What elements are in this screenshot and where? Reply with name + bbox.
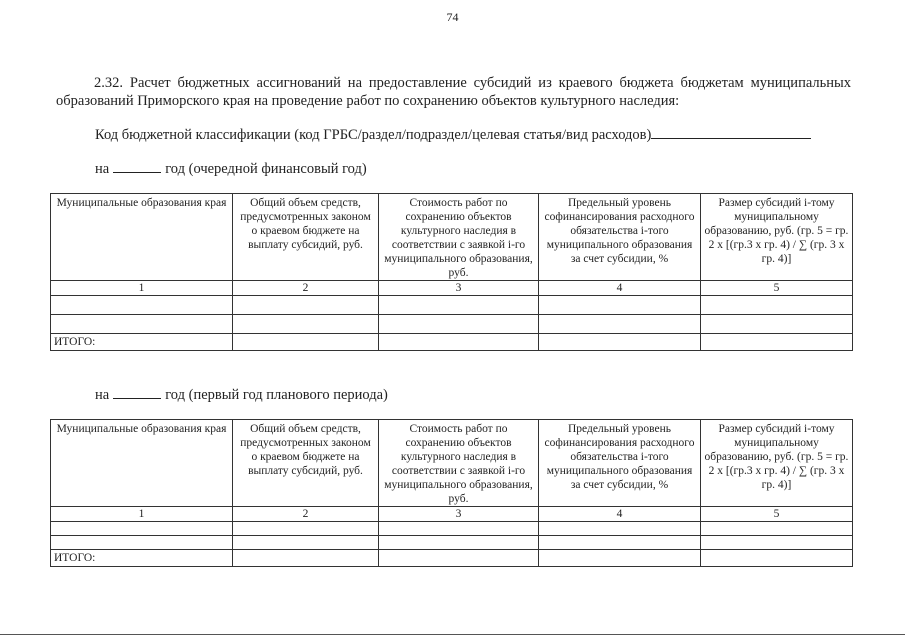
table-cell[interactable] <box>379 315 539 334</box>
year-suffix: год (очередной финансовый год) <box>165 161 367 177</box>
subsidy-table-2 <box>50 419 853 567</box>
section-heading <box>56 74 851 110</box>
total-cell[interactable] <box>233 550 379 567</box>
table-row <box>51 296 853 315</box>
col-header-cofinancing-level: Предельный уровень софинансирования расходного обязательства i-того муниципального образования за счет субсидии, % <box>539 420 701 507</box>
year-suffix: год (первый год планового периода) <box>165 387 388 403</box>
year-blank-field[interactable] <box>113 385 161 399</box>
table-cell[interactable] <box>701 522 853 536</box>
total-cell[interactable] <box>701 334 853 351</box>
col-number: 3 <box>379 281 539 296</box>
col-header-municipality: Муниципальные образования края <box>51 420 233 507</box>
total-cell[interactable] <box>233 334 379 351</box>
col-header-subsidy-amount: Размер субсидий i-тому муниципальному образованию, руб. (гр. 5 = гр. 2 x [(гр.3 x гр. 4) / ∑ (гр. 3 x гр. 4)] <box>701 194 853 281</box>
total-label: ИТОГО: <box>51 550 233 567</box>
col-header-municipality: Муниципальные образования края <box>51 194 233 281</box>
year-blank-field[interactable] <box>113 159 161 173</box>
col-number: 4 <box>539 281 701 296</box>
table-cell[interactable] <box>379 536 539 550</box>
section-title: Расчет бюджетных ассигнований на предоставление субсидий из краевого бюджета бюджетам муниципальных образований Приморского края на проведение работ по сохранению объектов культурного наследия: <box>56 75 851 109</box>
year-prefix: на <box>95 387 110 403</box>
table-row <box>51 315 853 334</box>
table-cell[interactable] <box>233 296 379 315</box>
kbk-label: Код бюджетной классификации (код ГРБС/раздел/подраздел/целевая статья/вид расходов) <box>95 127 652 143</box>
bottom-rule <box>0 634 905 635</box>
col-number: 3 <box>379 507 539 522</box>
table-cell[interactable] <box>539 296 701 315</box>
table-cell[interactable] <box>51 536 233 550</box>
table-cell[interactable] <box>51 315 233 334</box>
table-cell[interactable] <box>701 296 853 315</box>
col-header-work-cost: Стоимость работ по сохранению объектов культурного наследия в соответствии с заявкой i-го муниципального образования, руб. <box>379 194 539 281</box>
total-cell[interactable] <box>701 550 853 567</box>
col-header-subsidy-amount: Размер субсидий i-тому муниципальному образованию, руб. (гр. 5 = гр. 2 x [(гр.3 x гр. 4) / ∑ (гр. 3 x гр. 4)] <box>701 420 853 507</box>
col-number: 2 <box>233 281 379 296</box>
table-row <box>51 536 853 550</box>
table-cell[interactable] <box>51 522 233 536</box>
page-number: 74 <box>446 10 459 24</box>
table-cell[interactable] <box>233 522 379 536</box>
kbk-line <box>95 124 855 144</box>
col-number: 4 <box>539 507 701 522</box>
column-number-row <box>51 507 853 522</box>
subsidy-table-1 <box>50 193 853 351</box>
col-number: 5 <box>701 507 853 522</box>
total-row <box>51 334 853 351</box>
year-line-1 <box>95 159 367 178</box>
col-number: 5 <box>701 281 853 296</box>
table-row <box>51 522 853 536</box>
col-number: 1 <box>51 507 233 522</box>
header-row <box>51 420 853 507</box>
section-number: 2.32. <box>94 75 123 91</box>
table-cell[interactable] <box>233 536 379 550</box>
total-cell[interactable] <box>379 334 539 351</box>
total-cell[interactable] <box>539 334 701 351</box>
col-header-work-cost: Стоимость работ по сохранению объектов культурного наследия в соответствии с заявкой i-го муниципального образования, руб. <box>379 420 539 507</box>
table-cell[interactable] <box>539 536 701 550</box>
col-header-total-funds: Общий объем средств, предусмотренных законом о краевом бюджете на выплату субсидий, руб. <box>233 420 379 507</box>
total-label: ИТОГО: <box>51 334 233 351</box>
table-cell[interactable] <box>539 315 701 334</box>
table-cell[interactable] <box>51 296 233 315</box>
table-cell[interactable] <box>233 315 379 334</box>
col-header-cofinancing-level: Предельный уровень софинансирования расходного обязательства i-того муниципального образования за счет субсидии, % <box>539 194 701 281</box>
kbk-blank-field[interactable] <box>651 124 811 139</box>
table-cell[interactable] <box>539 522 701 536</box>
total-cell[interactable] <box>379 550 539 567</box>
table-cell[interactable] <box>379 296 539 315</box>
year-prefix: на <box>95 161 110 177</box>
year-line-2 <box>95 385 388 404</box>
table-cell[interactable] <box>701 536 853 550</box>
col-header-total-funds: Общий объем средств, предусмотренных законом о краевом бюджете на выплату субсидий, руб. <box>233 194 379 281</box>
col-number: 2 <box>233 507 379 522</box>
column-number-row <box>51 281 853 296</box>
total-row <box>51 550 853 567</box>
col-number: 1 <box>51 281 233 296</box>
total-cell[interactable] <box>539 550 701 567</box>
table-cell[interactable] <box>379 522 539 536</box>
table-cell[interactable] <box>701 315 853 334</box>
header-row <box>51 194 853 281</box>
